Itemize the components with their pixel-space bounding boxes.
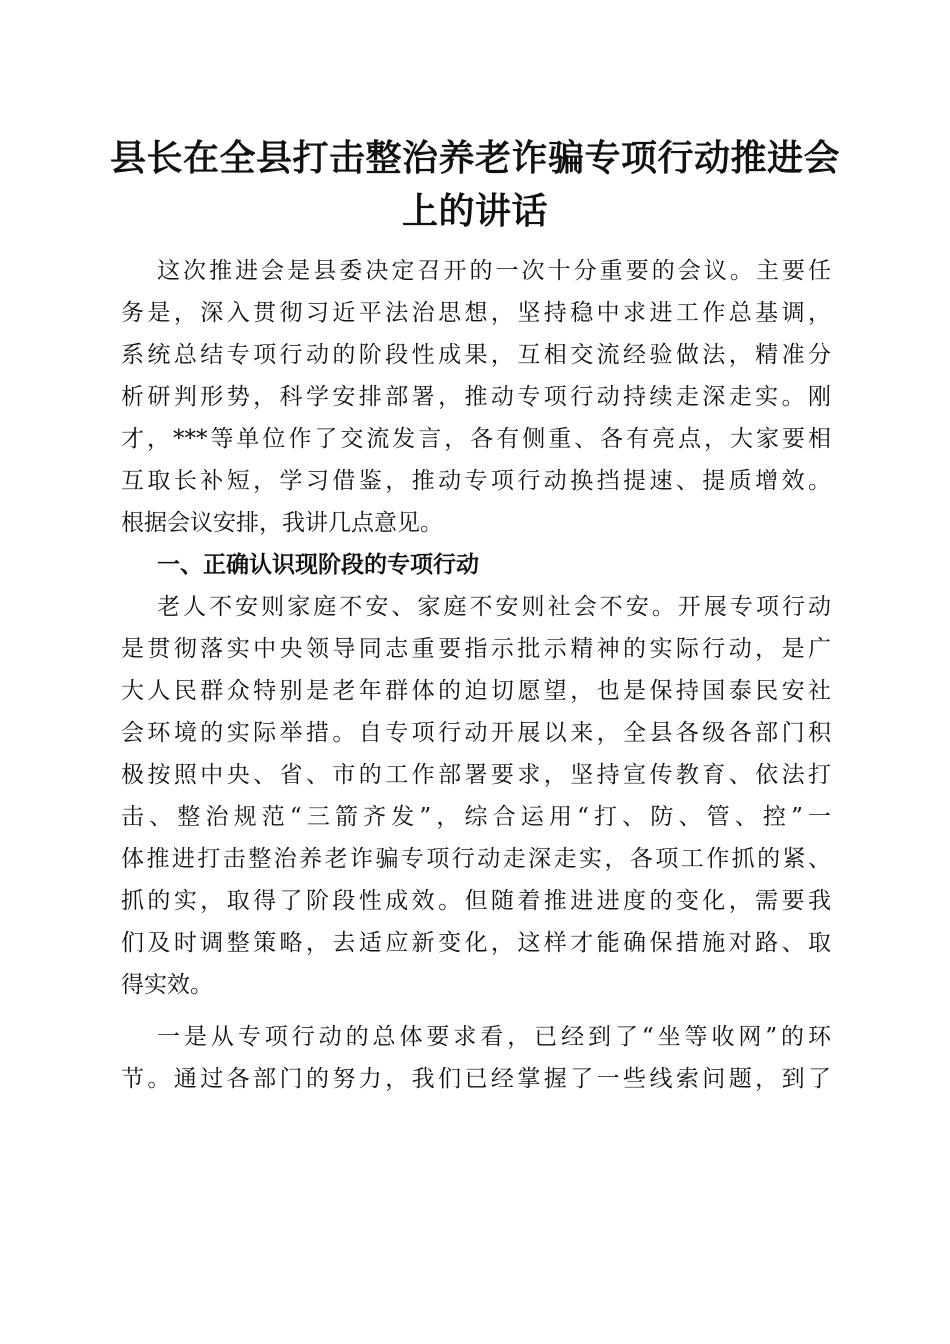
paragraph-intro [121, 250, 831, 544]
text-line: 节。通过各部门的努力，我们已经掌握了一些线索问题，到了 [121, 1066, 831, 1092]
text-line: 一是从专项行动的总体要求看，已经到了“坐等收网”的环 [157, 1024, 831, 1050]
document-body [121, 250, 831, 1100]
text-line: 析研判形势，科学安排部署，推动专项行动持续走深走实。刚 [121, 384, 831, 410]
paragraph-gap [121, 1006, 831, 1016]
text-line: 极按照中央、省、市的工作部署要求，坚持宣传教育、依法打 [121, 762, 831, 788]
text-line: 是贯彻落实中央领导同志重要指示批示精神的实际行动，是广 [121, 636, 831, 662]
text-line: 老人不安则家庭不安、家庭不安则社会不安。开展专项行动 [157, 594, 831, 620]
text-line: 抓的实，取得了阶段性成效。但随着推进进度的变化，需要我 [121, 888, 831, 914]
title-line-1: 县长在全县打击整治养老诈骗专项行动推进会 [109, 137, 840, 179]
text-line: 会环境的实际举措。自专项行动开展以来，全县各级各部门积 [121, 720, 831, 746]
text-line: 根据会议安排，我讲几点意见。 [121, 510, 443, 536]
title-line-2: 上的讲话 [401, 190, 548, 232]
text-line: 互取长补短，学习借鉴，推动专项行动换挡提速、提质增效。 [121, 468, 831, 494]
text-line: 系统总结专项行动的阶段性成果，互相交流经验做法，精准分 [121, 342, 831, 368]
text-line: 务是，深入贯彻习近平法治思想，坚持稳中求进工作总基调， [121, 300, 831, 326]
section-heading: 一、正确认识现阶段的专项行动 [157, 552, 479, 578]
text-line: 体推进打击整治养老诈骗专项行动走深走实，各项工作抓的紧、 [121, 846, 831, 872]
document-title [100, 132, 850, 238]
paragraph-section-1 [121, 586, 831, 1006]
text-line: 们及时调整策略，去适应新变化，这样才能确保措施对路、取 [121, 930, 831, 956]
paragraph-point-1 [121, 1016, 831, 1100]
text-line: 得实效。 [121, 972, 213, 998]
text-line: 这次推进会是县委决定召开的一次十分重要的会议。主要任 [157, 258, 831, 284]
text-line: 才，***等单位作了交流发言，各有侧重、各有亮点，大家要相 [121, 426, 831, 452]
text-line: 击、整治规范“三箭齐发”，综合运用“打、防、管、控”一 [121, 804, 831, 830]
text-line: 大人民群众特别是老年群体的迫切愿望，也是保持国泰民安社 [121, 678, 831, 704]
